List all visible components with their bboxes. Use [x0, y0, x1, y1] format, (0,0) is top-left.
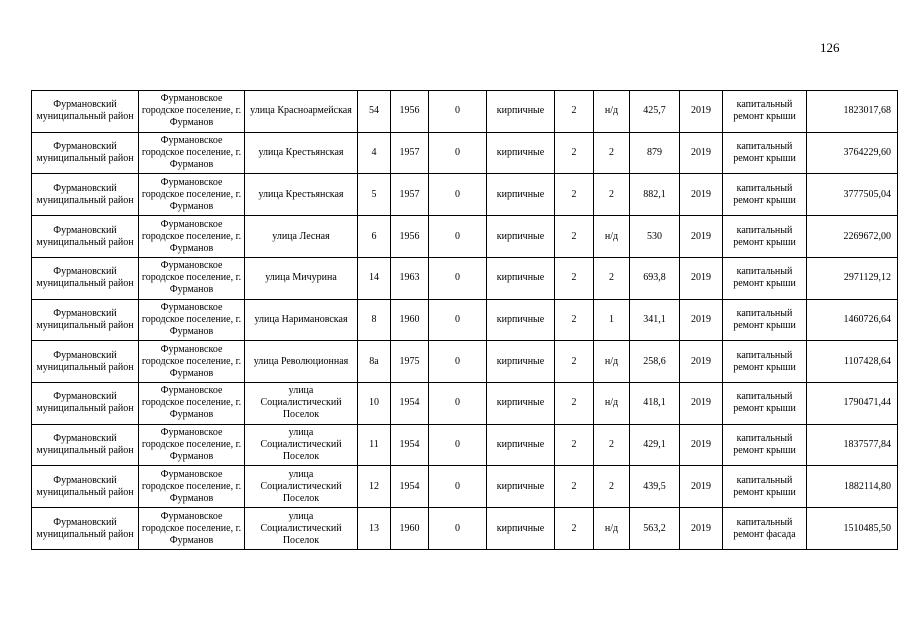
street-cell: улица Социалистический Поселок: [245, 383, 358, 425]
table-body: [32, 91, 898, 550]
cost-cell: 2269672,00: [807, 216, 898, 258]
floors-cell: 2: [555, 508, 594, 550]
settlement-cell: Фурмановское городское поселение, г. Фурманов: [139, 341, 245, 383]
wall-material-cell: кирпичные: [487, 383, 555, 425]
street-cell: улица Лесная: [245, 216, 358, 258]
wall-material-cell: кирпичные: [487, 466, 555, 508]
table-row: [32, 466, 898, 508]
repair-year-cell: 2019: [680, 424, 723, 466]
floors-cell: 2: [555, 174, 594, 216]
house-number-cell: 11: [358, 424, 391, 466]
work-type-cell: капитальный ремонт крыши: [723, 424, 807, 466]
year-cell: 0: [429, 341, 487, 383]
page-number: 126: [820, 40, 840, 55]
entrances-cell: 2: [594, 132, 630, 174]
settlement-cell: Фурмановское городское поселение, г. Фурманов: [139, 466, 245, 508]
year-built-cell: 1960: [391, 299, 429, 341]
cost-cell: 2971129,12: [807, 257, 898, 299]
table-row: [32, 341, 898, 383]
table-row: [32, 257, 898, 299]
year-built-cell: 1957: [391, 174, 429, 216]
year-built-cell: 1957: [391, 132, 429, 174]
cost-cell: 1837577,84: [807, 424, 898, 466]
cost-cell: 1790471,44: [807, 383, 898, 425]
year-built-cell: 1954: [391, 466, 429, 508]
work-type-cell: капитальный ремонт крыши: [723, 466, 807, 508]
work-type-cell: капитальный ремонт фасада: [723, 508, 807, 550]
year-cell: 0: [429, 132, 487, 174]
area-cell: 418,1: [630, 383, 680, 425]
settlement-cell: Фурмановское городское поселение, г. Фурманов: [139, 257, 245, 299]
wall-material-cell: кирпичные: [487, 299, 555, 341]
housing-repair-table: [31, 90, 898, 550]
house-number-cell: 14: [358, 257, 391, 299]
entrances-cell: 2: [594, 466, 630, 508]
house-number-cell: 12: [358, 466, 391, 508]
work-type-cell: капитальный ремонт крыши: [723, 132, 807, 174]
entrances-cell: н/д: [594, 341, 630, 383]
street-cell: улица Красноармейская: [245, 91, 358, 133]
repair-year-cell: 2019: [680, 91, 723, 133]
year-built-cell: 1956: [391, 216, 429, 258]
street-cell: улица Крестьянская: [245, 174, 358, 216]
floors-cell: 2: [555, 299, 594, 341]
entrances-cell: 1: [594, 299, 630, 341]
street-cell: улица Социалистический Поселок: [245, 466, 358, 508]
floors-cell: 2: [555, 383, 594, 425]
year-built-cell: 1963: [391, 257, 429, 299]
table-row: [32, 299, 898, 341]
work-type-cell: капитальный ремонт крыши: [723, 174, 807, 216]
street-cell: улица Революционная: [245, 341, 358, 383]
settlement-cell: Фурмановское городское поселение, г. Фурманов: [139, 174, 245, 216]
district-cell: Фурмановский муниципальный район: [32, 383, 139, 425]
district-cell: Фурмановский муниципальный район: [32, 91, 139, 133]
area-cell: 258,6: [630, 341, 680, 383]
year-built-cell: 1956: [391, 91, 429, 133]
district-cell: Фурмановский муниципальный район: [32, 174, 139, 216]
district-cell: Фурмановский муниципальный район: [32, 299, 139, 341]
settlement-cell: Фурмановское городское поселение, г. Фурманов: [139, 383, 245, 425]
district-cell: Фурмановский муниципальный район: [32, 424, 139, 466]
house-number-cell: 54: [358, 91, 391, 133]
area-cell: 882,1: [630, 174, 680, 216]
year-cell: 0: [429, 299, 487, 341]
year-cell: 0: [429, 466, 487, 508]
house-number-cell: 8а: [358, 341, 391, 383]
table-row: [32, 424, 898, 466]
entrances-cell: 2: [594, 424, 630, 466]
repair-year-cell: 2019: [680, 383, 723, 425]
table-row: [32, 216, 898, 258]
settlement-cell: Фурмановское городское поселение, г. Фурманов: [139, 91, 245, 133]
district-cell: Фурмановский муниципальный район: [32, 341, 139, 383]
house-number-cell: 6: [358, 216, 391, 258]
repair-year-cell: 2019: [680, 466, 723, 508]
house-number-cell: 5: [358, 174, 391, 216]
year-cell: 0: [429, 508, 487, 550]
floors-cell: 2: [555, 132, 594, 174]
table-row: [32, 383, 898, 425]
settlement-cell: Фурмановское городское поселение, г. Фурманов: [139, 299, 245, 341]
district-cell: Фурмановский муниципальный район: [32, 466, 139, 508]
district-cell: Фурмановский муниципальный район: [32, 132, 139, 174]
entrances-cell: н/д: [594, 91, 630, 133]
year-cell: 0: [429, 216, 487, 258]
work-type-cell: капитальный ремонт крыши: [723, 257, 807, 299]
cost-cell: 3764229,60: [807, 132, 898, 174]
settlement-cell: Фурмановское городское поселение, г. Фурманов: [139, 216, 245, 258]
floors-cell: 2: [555, 257, 594, 299]
repair-year-cell: 2019: [680, 174, 723, 216]
year-cell: 0: [429, 174, 487, 216]
house-number-cell: 13: [358, 508, 391, 550]
repair-year-cell: 2019: [680, 132, 723, 174]
wall-material-cell: кирпичные: [487, 174, 555, 216]
entrances-cell: 2: [594, 174, 630, 216]
area-cell: 530: [630, 216, 680, 258]
entrances-cell: 2: [594, 257, 630, 299]
table-row: [32, 174, 898, 216]
repair-year-cell: 2019: [680, 257, 723, 299]
repair-year-cell: 2019: [680, 299, 723, 341]
year-cell: 0: [429, 424, 487, 466]
repair-year-cell: 2019: [680, 216, 723, 258]
area-cell: 439,5: [630, 466, 680, 508]
district-cell: Фурмановский муниципальный район: [32, 216, 139, 258]
settlement-cell: Фурмановское городское поселение, г. Фурманов: [139, 508, 245, 550]
floors-cell: 2: [555, 341, 594, 383]
settlement-cell: Фурмановское городское поселение, г. Фурманов: [139, 424, 245, 466]
wall-material-cell: кирпичные: [487, 257, 555, 299]
area-cell: 425,7: [630, 91, 680, 133]
table-row: [32, 132, 898, 174]
cost-cell: 1460726,64: [807, 299, 898, 341]
cost-cell: 1882114,80: [807, 466, 898, 508]
year-built-cell: 1954: [391, 424, 429, 466]
floors-cell: 2: [555, 91, 594, 133]
year-cell: 0: [429, 257, 487, 299]
area-cell: 693,8: [630, 257, 680, 299]
wall-material-cell: кирпичные: [487, 132, 555, 174]
street-cell: улица Наримановская: [245, 299, 358, 341]
cost-cell: 1510485,50: [807, 508, 898, 550]
district-cell: Фурмановский муниципальный район: [32, 257, 139, 299]
area-cell: 341,1: [630, 299, 680, 341]
work-type-cell: капитальный ремонт крыши: [723, 91, 807, 133]
work-type-cell: капитальный ремонт крыши: [723, 341, 807, 383]
entrances-cell: н/д: [594, 216, 630, 258]
street-cell: улица Мичурина: [245, 257, 358, 299]
street-cell: улица Крестьянская: [245, 132, 358, 174]
year-cell: 0: [429, 383, 487, 425]
work-type-cell: капитальный ремонт крыши: [723, 216, 807, 258]
year-cell: 0: [429, 91, 487, 133]
cost-cell: 1107428,64: [807, 341, 898, 383]
wall-material-cell: кирпичные: [487, 508, 555, 550]
cost-cell: 3777505,04: [807, 174, 898, 216]
house-number-cell: 10: [358, 383, 391, 425]
repair-year-cell: 2019: [680, 508, 723, 550]
entrances-cell: н/д: [594, 508, 630, 550]
settlement-cell: Фурмановское городское поселение, г. Фурманов: [139, 132, 245, 174]
wall-material-cell: кирпичные: [487, 91, 555, 133]
house-number-cell: 8: [358, 299, 391, 341]
cost-cell: 1823017,68: [807, 91, 898, 133]
work-type-cell: капитальный ремонт крыши: [723, 383, 807, 425]
work-type-cell: капитальный ремонт крыши: [723, 299, 807, 341]
area-cell: 879: [630, 132, 680, 174]
wall-material-cell: кирпичные: [487, 216, 555, 258]
street-cell: улица Социалистический Поселок: [245, 508, 358, 550]
area-cell: 429,1: [630, 424, 680, 466]
street-cell: улица Социалистический Поселок: [245, 424, 358, 466]
area-cell: 563,2: [630, 508, 680, 550]
year-built-cell: 1975: [391, 341, 429, 383]
repair-year-cell: 2019: [680, 341, 723, 383]
floors-cell: 2: [555, 424, 594, 466]
table-row: [32, 508, 898, 550]
wall-material-cell: кирпичные: [487, 424, 555, 466]
house-number-cell: 4: [358, 132, 391, 174]
floors-cell: 2: [555, 216, 594, 258]
district-cell: Фурмановский муниципальный район: [32, 508, 139, 550]
entrances-cell: н/д: [594, 383, 630, 425]
table-row: [32, 91, 898, 133]
wall-material-cell: кирпичные: [487, 341, 555, 383]
floors-cell: 2: [555, 466, 594, 508]
year-built-cell: 1960: [391, 508, 429, 550]
year-built-cell: 1954: [391, 383, 429, 425]
